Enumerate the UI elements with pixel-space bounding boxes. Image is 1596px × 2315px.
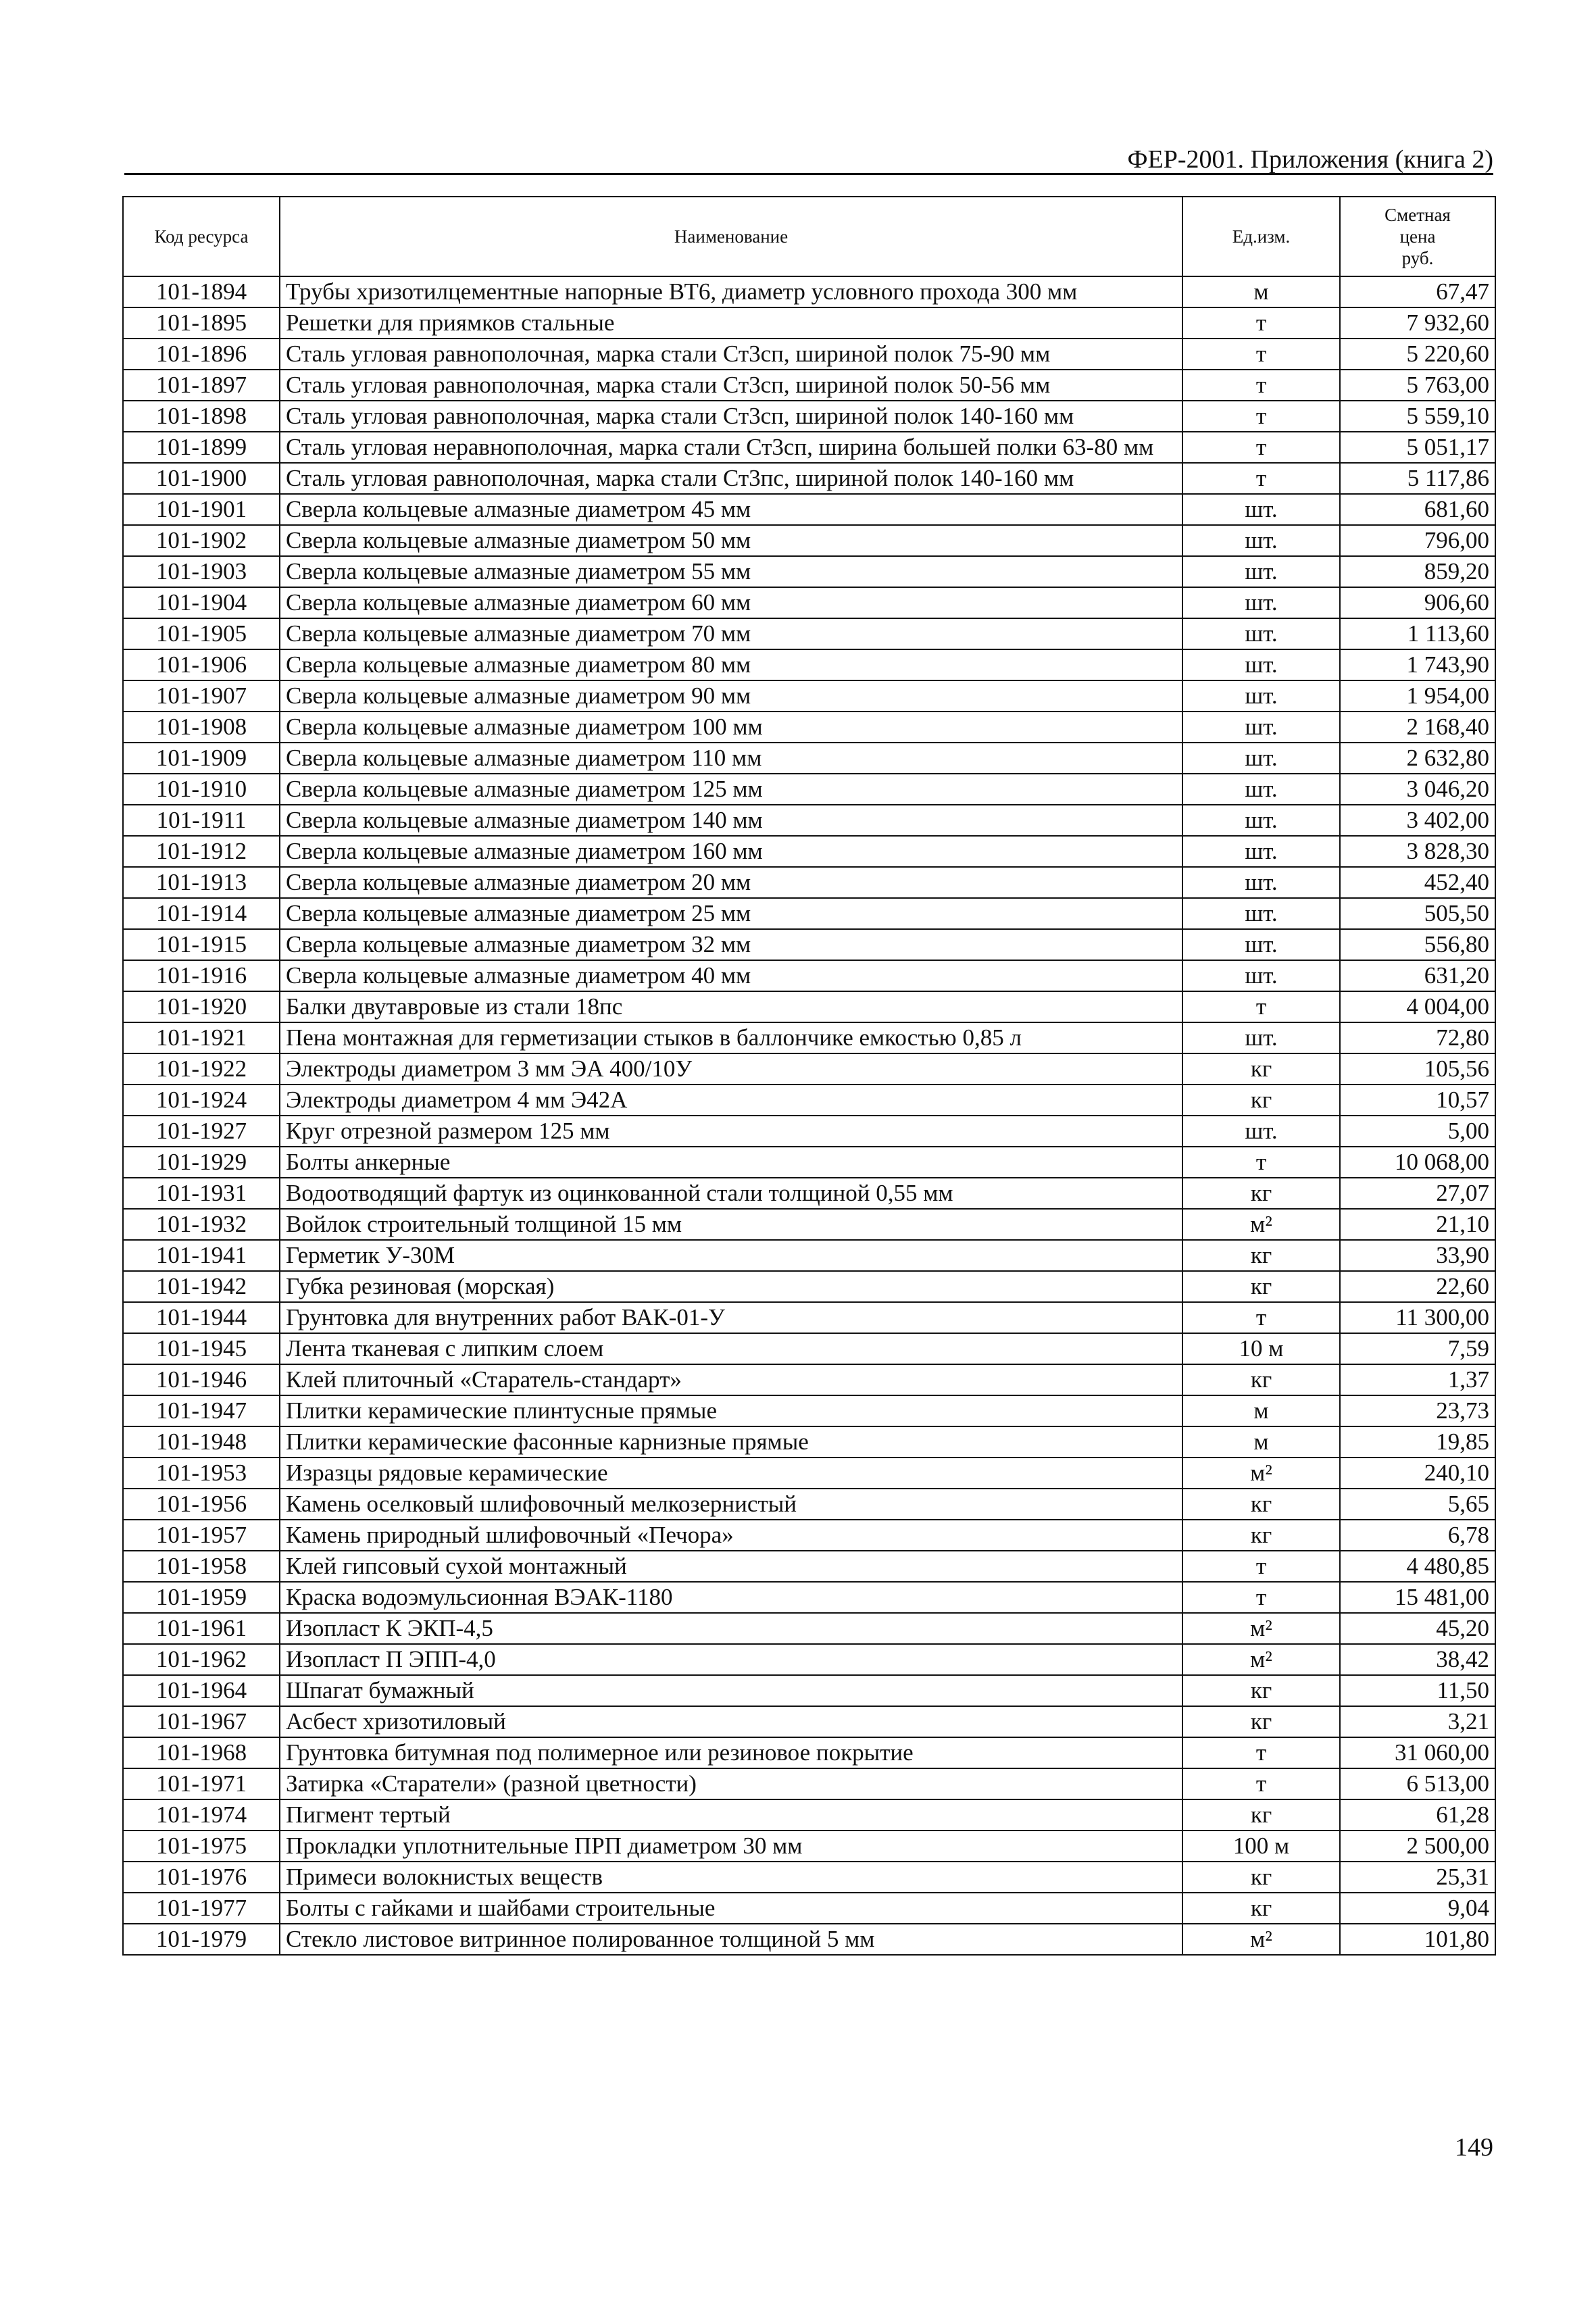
cell-code: 101-1905 — [123, 618, 280, 649]
cell-code: 101-1920 — [123, 991, 280, 1022]
table-row — [123, 1551, 1495, 1582]
cell-unit: шт. — [1182, 836, 1340, 867]
cell-name: Сверла кольцевые алмазные диаметром 80 мм — [280, 649, 1182, 680]
cell-code: 101-1912 — [123, 836, 280, 867]
cell-code: 101-1909 — [123, 743, 280, 774]
cell-price: 5 220,60 — [1340, 339, 1495, 370]
cell-code: 101-1942 — [123, 1271, 280, 1302]
cell-unit: кг — [1182, 1240, 1340, 1271]
cell-code: 101-1895 — [123, 307, 280, 339]
table-row — [123, 1520, 1495, 1551]
header-rule — [124, 173, 1493, 175]
cell-unit: т — [1182, 1147, 1340, 1178]
table-row — [123, 1893, 1495, 1924]
cell-code: 101-1971 — [123, 1768, 280, 1799]
cell-price: 631,20 — [1340, 960, 1495, 991]
cell-price: 240,10 — [1340, 1458, 1495, 1489]
cell-price: 10 068,00 — [1340, 1147, 1495, 1178]
cell-code: 101-1924 — [123, 1085, 280, 1116]
cell-price: 15 481,00 — [1340, 1582, 1495, 1613]
cell-code: 101-1904 — [123, 587, 280, 618]
cell-unit: т — [1182, 307, 1340, 339]
cell-code: 101-1903 — [123, 556, 280, 587]
cell-price: 6 513,00 — [1340, 1768, 1495, 1799]
cell-unit: кг — [1182, 1862, 1340, 1893]
cell-name: Болты с гайками и шайбами строительные — [280, 1893, 1182, 1924]
table-row — [123, 1116, 1495, 1147]
table-row — [123, 1240, 1495, 1271]
cell-price: 3 402,00 — [1340, 805, 1495, 836]
cell-price: 3 046,20 — [1340, 774, 1495, 805]
table-row — [123, 1706, 1495, 1737]
table-row — [123, 712, 1495, 743]
cell-price: 38,42 — [1340, 1644, 1495, 1675]
page-number: 149 — [1455, 2133, 1493, 2162]
cell-unit: 100 м — [1182, 1831, 1340, 1862]
cell-price: 5 051,17 — [1340, 432, 1495, 463]
cell-code: 101-1964 — [123, 1675, 280, 1706]
table-row — [123, 1831, 1495, 1862]
cell-name: Сталь угловая равнополочная, марка стали Ст3сп, шириной полок 50-56 мм — [280, 370, 1182, 401]
cell-unit: шт. — [1182, 1022, 1340, 1053]
table-row — [123, 929, 1495, 960]
table-row — [123, 1022, 1495, 1053]
cell-name: Изопласт К ЭКП-4,5 — [280, 1613, 1182, 1644]
cell-name: Изразцы рядовые керамические — [280, 1458, 1182, 1489]
cell-name: Изопласт П ЭПП-4,0 — [280, 1644, 1182, 1675]
cell-price: 5,65 — [1340, 1489, 1495, 1520]
table-row — [123, 401, 1495, 432]
cell-code: 101-1946 — [123, 1364, 280, 1395]
cell-price: 21,10 — [1340, 1209, 1495, 1240]
cell-unit: шт. — [1182, 494, 1340, 525]
cell-price: 11 300,00 — [1340, 1302, 1495, 1333]
table-row — [123, 1924, 1495, 1955]
cell-name: Сверла кольцевые алмазные диаметром 90 мм — [280, 680, 1182, 712]
cell-unit: 10 м — [1182, 1333, 1340, 1364]
cell-unit: шт. — [1182, 960, 1340, 991]
table-body — [123, 276, 1495, 1955]
column-header-price-line3: руб. — [1401, 248, 1434, 268]
cell-unit: шт. — [1182, 649, 1340, 680]
cell-name: Трубы хризотилцементные напорные ВТ6, диаметр условного прохода 300 мм — [280, 276, 1182, 307]
cell-unit: шт. — [1182, 525, 1340, 556]
cell-name: Шпагат бумажный — [280, 1675, 1182, 1706]
cell-name: Сверла кольцевые алмазные диаметром 70 мм — [280, 618, 1182, 649]
cell-price: 61,28 — [1340, 1799, 1495, 1831]
table-row — [123, 432, 1495, 463]
cell-price: 4 480,85 — [1340, 1551, 1495, 1582]
cell-name: Плитки керамические фасонные карнизные прямые — [280, 1426, 1182, 1458]
cell-name: Герметик У-30М — [280, 1240, 1182, 1271]
table-row — [123, 339, 1495, 370]
cell-name: Затирка «Старатели» (разной цветности) — [280, 1768, 1182, 1799]
cell-code: 101-1913 — [123, 867, 280, 898]
cell-name: Сверла кольцевые алмазные диаметром 110 мм — [280, 743, 1182, 774]
cell-price: 796,00 — [1340, 525, 1495, 556]
cell-name: Грунтовка для внутренних работ ВАК-01-У — [280, 1302, 1182, 1333]
table-row — [123, 649, 1495, 680]
cell-unit: м — [1182, 1426, 1340, 1458]
cell-price: 906,60 — [1340, 587, 1495, 618]
cell-price: 5 559,10 — [1340, 401, 1495, 432]
table-row — [123, 556, 1495, 587]
cell-price: 505,50 — [1340, 898, 1495, 929]
cell-unit: м — [1182, 1395, 1340, 1426]
cell-price: 3,21 — [1340, 1706, 1495, 1737]
cell-code: 101-1948 — [123, 1426, 280, 1458]
cell-unit: т — [1182, 463, 1340, 494]
cell-price: 1 954,00 — [1340, 680, 1495, 712]
cell-price: 105,56 — [1340, 1053, 1495, 1085]
table-row — [123, 1582, 1495, 1613]
cell-code: 101-1929 — [123, 1147, 280, 1178]
cell-unit: шт. — [1182, 805, 1340, 836]
cell-price: 27,07 — [1340, 1178, 1495, 1209]
cell-unit: шт. — [1182, 712, 1340, 743]
cell-name: Электроды диаметром 3 мм ЭА 400/10У — [280, 1053, 1182, 1085]
cell-name: Водоотводящий фартук из оцинкованной стали толщиной 0,55 мм — [280, 1178, 1182, 1209]
cell-unit: м² — [1182, 1644, 1340, 1675]
cell-code: 101-1976 — [123, 1862, 280, 1893]
cell-code: 101-1911 — [123, 805, 280, 836]
cell-code: 101-1897 — [123, 370, 280, 401]
cell-code: 101-1914 — [123, 898, 280, 929]
cell-code: 101-1956 — [123, 1489, 280, 1520]
cell-price: 6,78 — [1340, 1520, 1495, 1551]
cell-unit: шт. — [1182, 898, 1340, 929]
cell-price: 5,00 — [1340, 1116, 1495, 1147]
cell-name: Сталь угловая равнополочная, марка стали Ст3пс, шириной полок 140-160 мм — [280, 463, 1182, 494]
cell-unit: м — [1182, 276, 1340, 307]
table-row — [123, 1209, 1495, 1240]
cell-unit: шт. — [1182, 929, 1340, 960]
cell-price: 4 004,00 — [1340, 991, 1495, 1022]
cell-name: Болты анкерные — [280, 1147, 1182, 1178]
cell-code: 101-1941 — [123, 1240, 280, 1271]
cell-unit: кг — [1182, 1085, 1340, 1116]
table-row — [123, 867, 1495, 898]
column-header-price-line2: цена — [1399, 226, 1436, 247]
cell-unit: м² — [1182, 1924, 1340, 1955]
cell-code: 101-1957 — [123, 1520, 280, 1551]
cell-name: Прокладки уплотнительные ПРП диаметром 30 мм — [280, 1831, 1182, 1862]
cell-name: Сверла кольцевые алмазные диаметром 20 мм — [280, 867, 1182, 898]
cell-name: Сталь угловая равнополочная, марка стали Ст3сп, шириной полок 140-160 мм — [280, 401, 1182, 432]
table-row — [123, 307, 1495, 339]
cell-unit: кг — [1182, 1893, 1340, 1924]
cell-price: 2 500,00 — [1340, 1831, 1495, 1862]
cell-name: Плитки керамические плинтусные прямые — [280, 1395, 1182, 1426]
table-row — [123, 680, 1495, 712]
table-row — [123, 1675, 1495, 1706]
cell-name: Камень оселковый шлифовочный мелкозернистый — [280, 1489, 1182, 1520]
cell-unit: шт. — [1182, 774, 1340, 805]
cell-name: Сверла кольцевые алмазные диаметром 60 мм — [280, 587, 1182, 618]
cell-name: Сверла кольцевые алмазные диаметром 45 мм — [280, 494, 1182, 525]
cell-name: Сталь угловая равнополочная, марка стали Ст3сп, шириной полок 75-90 мм — [280, 339, 1182, 370]
cell-price: 681,60 — [1340, 494, 1495, 525]
cell-code: 101-1967 — [123, 1706, 280, 1737]
cell-unit: кг — [1182, 1706, 1340, 1737]
cell-unit: т — [1182, 401, 1340, 432]
table-row — [123, 618, 1495, 649]
cell-unit: т — [1182, 1737, 1340, 1768]
cell-unit: кг — [1182, 1520, 1340, 1551]
cell-name: Лента тканевая с липким слоем — [280, 1333, 1182, 1364]
resource-table — [122, 196, 1496, 1956]
cell-price: 9,04 — [1340, 1893, 1495, 1924]
cell-price: 5 763,00 — [1340, 370, 1495, 401]
cell-unit: шт. — [1182, 743, 1340, 774]
cell-price: 452,40 — [1340, 867, 1495, 898]
cell-code: 101-1975 — [123, 1831, 280, 1862]
cell-price: 45,20 — [1340, 1613, 1495, 1644]
column-header-price-line1: Сметная — [1385, 205, 1451, 225]
cell-code: 101-1974 — [123, 1799, 280, 1831]
cell-code: 101-1902 — [123, 525, 280, 556]
table-row — [123, 1799, 1495, 1831]
cell-code: 101-1894 — [123, 276, 280, 307]
cell-price: 1 743,90 — [1340, 649, 1495, 680]
table-row — [123, 494, 1495, 525]
table-row — [123, 1426, 1495, 1458]
cell-price: 31 060,00 — [1340, 1737, 1495, 1768]
cell-code: 101-1932 — [123, 1209, 280, 1240]
table-row — [123, 463, 1495, 494]
table-row — [123, 1147, 1495, 1178]
cell-code: 101-1910 — [123, 774, 280, 805]
table-row — [123, 836, 1495, 867]
cell-code: 101-1977 — [123, 1893, 280, 1924]
cell-code: 101-1958 — [123, 1551, 280, 1582]
column-header-unit: Ед.изм. — [1182, 197, 1340, 276]
cell-unit: шт. — [1182, 556, 1340, 587]
cell-code: 101-1899 — [123, 432, 280, 463]
cell-unit: шт. — [1182, 680, 1340, 712]
cell-name: Стекло листовое витринное полированное толщиной 5 мм — [280, 1924, 1182, 1955]
table-row — [123, 370, 1495, 401]
cell-code: 101-1979 — [123, 1924, 280, 1955]
cell-name: Асбест хризотиловый — [280, 1706, 1182, 1737]
cell-name: Сверла кольцевые алмазные диаметром 140 мм — [280, 805, 1182, 836]
cell-price: 10,57 — [1340, 1085, 1495, 1116]
cell-name: Сверла кольцевые алмазные диаметром 50 мм — [280, 525, 1182, 556]
table-row — [123, 1458, 1495, 1489]
table-row — [123, 774, 1495, 805]
cell-code: 101-1945 — [123, 1333, 280, 1364]
cell-name: Сталь угловая неравнополочная, марка стали Ст3сп, ширина большей полки 63-80 мм — [280, 432, 1182, 463]
cell-name: Сверла кольцевые алмазные диаметром 32 мм — [280, 929, 1182, 960]
cell-price: 25,31 — [1340, 1862, 1495, 1893]
cell-unit: кг — [1182, 1053, 1340, 1085]
table-row — [123, 1053, 1495, 1085]
table-row — [123, 276, 1495, 307]
cell-unit: т — [1182, 339, 1340, 370]
cell-code: 101-1898 — [123, 401, 280, 432]
cell-unit: т — [1182, 991, 1340, 1022]
cell-unit: м² — [1182, 1613, 1340, 1644]
table-header-row — [123, 197, 1495, 276]
table-row — [123, 1302, 1495, 1333]
cell-price: 3 828,30 — [1340, 836, 1495, 867]
cell-unit: кг — [1182, 1178, 1340, 1209]
cell-code: 101-1906 — [123, 649, 280, 680]
cell-code: 101-1947 — [123, 1395, 280, 1426]
table-row — [123, 960, 1495, 991]
cell-name: Пена монтажная для герметизации стыков в баллончике емкостью 0,85 л — [280, 1022, 1182, 1053]
cell-code: 101-1901 — [123, 494, 280, 525]
cell-name: Круг отрезной размером 125 мм — [280, 1116, 1182, 1147]
column-header-code: Код ресурса — [123, 197, 280, 276]
table-row — [123, 1768, 1495, 1799]
cell-name: Клей гипсовый сухой монтажный — [280, 1551, 1182, 1582]
table-row — [123, 1489, 1495, 1520]
cell-name: Краска водоэмульсионная ВЭАК-1180 — [280, 1582, 1182, 1613]
table-row — [123, 1085, 1495, 1116]
cell-price: 22,60 — [1340, 1271, 1495, 1302]
cell-unit: т — [1182, 1768, 1340, 1799]
table-row — [123, 805, 1495, 836]
cell-code: 101-1953 — [123, 1458, 280, 1489]
cell-name: Балки двутавровые из стали 18пс — [280, 991, 1182, 1022]
cell-unit: т — [1182, 1582, 1340, 1613]
cell-unit: шт. — [1182, 587, 1340, 618]
cell-code: 101-1916 — [123, 960, 280, 991]
table-row — [123, 1271, 1495, 1302]
cell-unit: м² — [1182, 1458, 1340, 1489]
cell-name: Сверла кольцевые алмазные диаметром 100 мм — [280, 712, 1182, 743]
cell-code: 101-1922 — [123, 1053, 280, 1085]
cell-code: 101-1927 — [123, 1116, 280, 1147]
cell-code: 101-1915 — [123, 929, 280, 960]
cell-unit: т — [1182, 1551, 1340, 1582]
cell-name: Грунтовка битумная под полимерное или резиновое покрытие — [280, 1737, 1182, 1768]
table-row — [123, 743, 1495, 774]
running-header: ФЕР-2001. Приложения (книга 2) — [1127, 145, 1493, 174]
cell-code: 101-1900 — [123, 463, 280, 494]
cell-price: 11,50 — [1340, 1675, 1495, 1706]
cell-unit: кг — [1182, 1364, 1340, 1395]
cell-name: Примеси волокнистых веществ — [280, 1862, 1182, 1893]
cell-price: 7 932,60 — [1340, 307, 1495, 339]
cell-name: Пигмент тертый — [280, 1799, 1182, 1831]
cell-code: 101-1896 — [123, 339, 280, 370]
cell-price: 67,47 — [1340, 276, 1495, 307]
cell-code: 101-1961 — [123, 1613, 280, 1644]
column-header-price — [1340, 197, 1495, 276]
cell-unit: шт. — [1182, 867, 1340, 898]
cell-name: Решетки для приямков стальные — [280, 307, 1182, 339]
cell-name: Сверла кольцевые алмазные диаметром 160 мм — [280, 836, 1182, 867]
table-row — [123, 587, 1495, 618]
cell-name: Электроды диаметром 4 мм Э42А — [280, 1085, 1182, 1116]
table-row — [123, 525, 1495, 556]
cell-price: 23,73 — [1340, 1395, 1495, 1426]
cell-unit: т — [1182, 370, 1340, 401]
cell-code: 101-1921 — [123, 1022, 280, 1053]
cell-name: Губка резиновая (морская) — [280, 1271, 1182, 1302]
table-row — [123, 1364, 1495, 1395]
cell-price: 7,59 — [1340, 1333, 1495, 1364]
cell-code: 101-1931 — [123, 1178, 280, 1209]
cell-price: 1,37 — [1340, 1364, 1495, 1395]
cell-code: 101-1959 — [123, 1582, 280, 1613]
cell-price: 2 168,40 — [1340, 712, 1495, 743]
table-row — [123, 1178, 1495, 1209]
cell-unit: т — [1182, 432, 1340, 463]
cell-code: 101-1908 — [123, 712, 280, 743]
cell-unit: кг — [1182, 1799, 1340, 1831]
table-row — [123, 1862, 1495, 1893]
cell-code: 101-1968 — [123, 1737, 280, 1768]
cell-name: Сверла кольцевые алмазные диаметром 125 мм — [280, 774, 1182, 805]
cell-name: Сверла кольцевые алмазные диаметром 40 мм — [280, 960, 1182, 991]
cell-name: Войлок строительный толщиной 15 мм — [280, 1209, 1182, 1240]
cell-name: Камень природный шлифовочный «Печора» — [280, 1520, 1182, 1551]
cell-unit: м² — [1182, 1209, 1340, 1240]
cell-name: Сверла кольцевые алмазные диаметром 25 мм — [280, 898, 1182, 929]
cell-price: 2 632,80 — [1340, 743, 1495, 774]
table-row — [123, 1644, 1495, 1675]
table-row — [123, 991, 1495, 1022]
cell-name: Сверла кольцевые алмазные диаметром 55 мм — [280, 556, 1182, 587]
table-row — [123, 1395, 1495, 1426]
cell-price: 556,80 — [1340, 929, 1495, 960]
cell-code: 101-1907 — [123, 680, 280, 712]
table-row — [123, 1333, 1495, 1364]
cell-price: 33,90 — [1340, 1240, 1495, 1271]
cell-price: 859,20 — [1340, 556, 1495, 587]
table-row — [123, 898, 1495, 929]
table-row — [123, 1613, 1495, 1644]
cell-unit: кг — [1182, 1675, 1340, 1706]
cell-price: 101,80 — [1340, 1924, 1495, 1955]
cell-unit: кг — [1182, 1489, 1340, 1520]
cell-code: 101-1944 — [123, 1302, 280, 1333]
cell-unit: шт. — [1182, 1116, 1340, 1147]
cell-price: 1 113,60 — [1340, 618, 1495, 649]
cell-code: 101-1962 — [123, 1644, 280, 1675]
cell-name: Клей плиточный «Старатель-стандарт» — [280, 1364, 1182, 1395]
cell-unit: шт. — [1182, 618, 1340, 649]
cell-unit: т — [1182, 1302, 1340, 1333]
table-row — [123, 1737, 1495, 1768]
cell-price: 19,85 — [1340, 1426, 1495, 1458]
cell-price: 5 117,86 — [1340, 463, 1495, 494]
cell-unit: кг — [1182, 1271, 1340, 1302]
column-header-name: Наименование — [280, 197, 1182, 276]
cell-price: 72,80 — [1340, 1022, 1495, 1053]
